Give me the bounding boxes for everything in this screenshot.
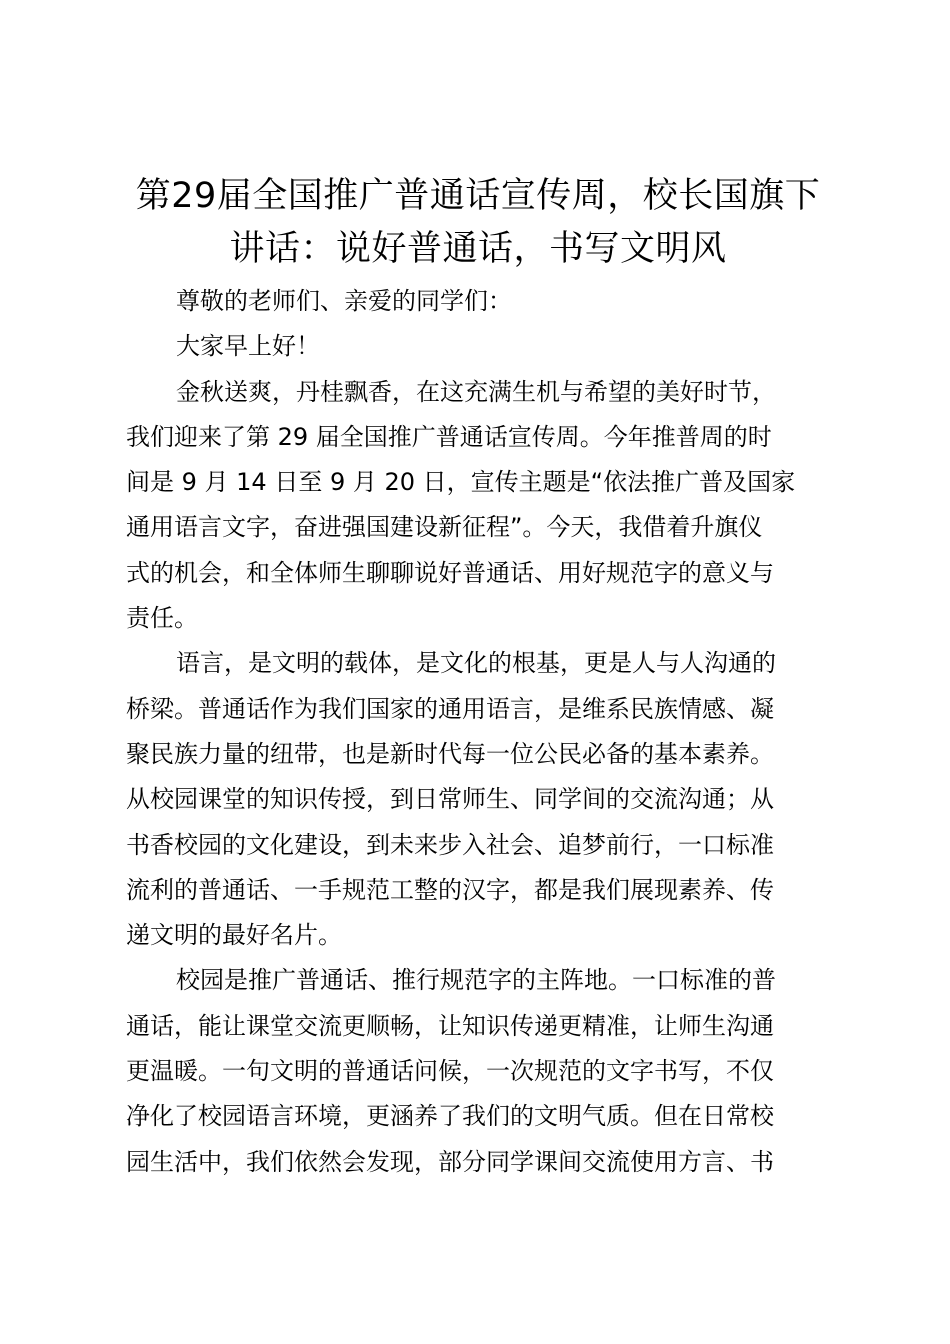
paragraph-1-line: 通用语言文字，奋进强国建设新征程”。今天，我借着升旗仪 [126,513,763,542]
paragraph-1-line: 我们迎来了第 29 届全国推广普通话宣传周。今年推普周的时 [126,422,772,451]
paragraph-1 [126,370,830,642]
greeting [126,324,830,369]
paragraph-3-line: 通话，能让课堂交流更顺畅，让知识传递更精准，让师生沟通 [126,1011,774,1040]
salutation-text: 尊敬的老师们、亲爱的同学们： [176,287,512,315]
paragraph-2-line: 递文明的最好名片。 [126,921,342,950]
paragraph-2-line: 语言，是文明的载体，是文化的根基，更是人与人沟通的 [176,649,776,678]
paragraph-3-line: 更温暖。一句文明的普通话问候，一次规范的文字书写，不仅 [126,1057,774,1086]
paragraph-2-line: 桥梁。普通话作为我们国家的通用语言，是维系民族情感、凝 [126,694,774,723]
paragraph-2 [126,641,830,958]
paragraph-2-line: 流利的普通话、一手规范工整的汉字，都是我们展现素养、传 [126,875,774,904]
paragraph-2-line: 书香校园的文化建设，到未来步入社会、追梦前行，一口标准 [126,830,774,859]
paragraph-1-line: 金秋送爽，丹桂飘香，在这充满生机与希望的美好时节， [176,377,776,406]
paragraph-2-line: 从校园课堂的知识传授，到日常师生、同学间的交流沟通；从 [126,785,774,814]
paragraph-1-line: 责任。 [126,604,198,633]
paragraph-1-line: 式的机会，和全体师生聊聊说好普通话、用好规范字的意义与 [126,558,774,587]
paragraph-3-line: 校园是推广普通话、推行规范字的主阵地。一口标准的普 [176,966,776,995]
document-title [126,170,830,276]
greeting-text: 大家早上好！ [176,332,320,361]
title-line-1: 第29届全国推广普通话宣传周，校长国旗下 [135,176,821,216]
paragraph-2-line: 聚民族力量的纽带，也是新时代每一位公民必备的基本素养。 [126,739,774,768]
paragraph-3 [126,958,830,1184]
paragraph-3-line: 净化了校园语言环境，更涵养了我们的文明气质。但在日常校 [126,1102,774,1131]
salutation [126,279,830,324]
title-line-2: 讲话：说好普通话，书写文明风 [229,229,727,269]
paragraph-1-line: 间是 9 月 14 日至 9 月 20 日，宣传主题是“依法推广普及国家 [126,468,796,497]
paragraph-3-line: 园生活中，我们依然会发现，部分同学课间交流使用方言、书 [126,1147,774,1176]
